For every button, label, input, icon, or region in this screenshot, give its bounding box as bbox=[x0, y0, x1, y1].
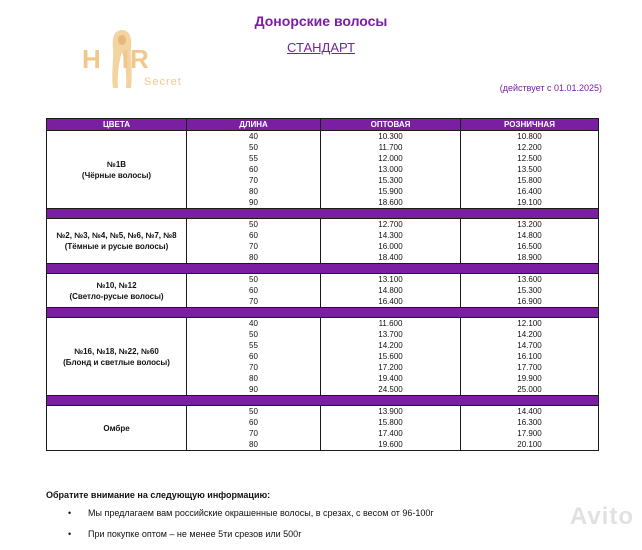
wholesale-price-value: 12.000 bbox=[378, 154, 403, 163]
bullet-icon: • bbox=[68, 529, 72, 539]
retail-price-value: 25.000 bbox=[517, 385, 542, 394]
group-separator bbox=[47, 209, 599, 219]
wholesale-price-value: 24.500 bbox=[378, 385, 403, 394]
retail-price-value: 16.300 bbox=[517, 418, 542, 427]
wholesale-price-list bbox=[321, 406, 461, 451]
wholesale-price-list bbox=[321, 318, 461, 396]
color-group-name: №2, №3, №4, №5, №6, №7, №8 bbox=[56, 231, 177, 240]
wholesale-price-value: 13.000 bbox=[378, 165, 403, 174]
length-value: 70 bbox=[249, 297, 258, 306]
column-header-colors: ЦВЕТА bbox=[47, 119, 187, 131]
length-value: 90 bbox=[249, 198, 258, 207]
length-value: 80 bbox=[249, 374, 258, 383]
retail-price-value: 13.500 bbox=[517, 165, 542, 174]
wholesale-price-value: 17.200 bbox=[378, 363, 403, 372]
length-value: 50 bbox=[249, 407, 258, 416]
wholesale-price-value: 14.800 bbox=[378, 286, 403, 295]
notes-section bbox=[46, 490, 606, 550]
table-body bbox=[47, 131, 599, 451]
length-value: 70 bbox=[249, 242, 258, 251]
table-header-row bbox=[47, 119, 599, 131]
retail-price-value: 13.200 bbox=[517, 220, 542, 229]
color-group-cell bbox=[47, 274, 187, 308]
wholesale-price-value: 13.100 bbox=[378, 275, 403, 284]
retail-price-list bbox=[461, 219, 599, 264]
page-subtitle: СТАНДАРТ bbox=[286, 40, 356, 55]
table-row bbox=[47, 406, 599, 451]
retail-price-value: 12.200 bbox=[517, 143, 542, 152]
color-group-name: №16, №18, №22, №60 bbox=[74, 346, 159, 356]
wholesale-price-value: 18.600 bbox=[378, 198, 403, 207]
wholesale-price-value: 18.400 bbox=[378, 253, 403, 262]
retail-price-value: 19.900 bbox=[517, 374, 542, 383]
length-value: 50 bbox=[249, 220, 258, 229]
wholesale-price-value: 15.600 bbox=[378, 352, 403, 361]
retail-price-value: 16.400 bbox=[517, 187, 542, 196]
price-table bbox=[46, 118, 599, 451]
avito-watermark: Avito bbox=[569, 503, 634, 530]
logo-word-right: IR bbox=[121, 44, 150, 74]
retail-price-list bbox=[461, 318, 599, 396]
retail-price-value: 16.900 bbox=[517, 297, 542, 306]
length-list bbox=[187, 131, 321, 209]
wholesale-price-value: 17.400 bbox=[378, 429, 403, 438]
wholesale-price-value: 13.900 bbox=[378, 407, 403, 416]
column-header-length: ДЛИНА bbox=[187, 119, 321, 131]
wholesale-price-value: 11.600 bbox=[378, 319, 403, 328]
wholesale-price-list bbox=[321, 131, 461, 209]
wholesale-price-value: 15.800 bbox=[378, 418, 403, 427]
length-list bbox=[187, 274, 321, 308]
color-group-cell bbox=[47, 318, 187, 396]
table-row bbox=[47, 318, 599, 396]
retail-price-value: 16.100 bbox=[517, 352, 542, 361]
notes-item-text: При покупке оптом – не менее 5ти срезов или 500г bbox=[88, 529, 302, 539]
group-separator bbox=[47, 308, 599, 318]
length-value: 70 bbox=[249, 363, 258, 372]
wholesale-price-value: 14.300 bbox=[378, 231, 403, 240]
retail-price-value: 14.800 bbox=[517, 231, 542, 240]
wholesale-price-value: 14.200 bbox=[378, 341, 403, 350]
notes-item-text: Мы предлагаем вам российские окрашенные волосы, в срезах, с весом от 96-100г bbox=[88, 508, 434, 518]
wholesale-price-value: 11.700 bbox=[378, 143, 403, 152]
retail-price-value: 14.200 bbox=[517, 330, 542, 339]
wholesale-price-value: 19.400 bbox=[378, 374, 403, 383]
table-row bbox=[47, 274, 599, 308]
color-group-description: (Блонд и светлые волосы) bbox=[63, 357, 170, 367]
group-separator bbox=[47, 396, 599, 406]
table-row bbox=[47, 219, 599, 264]
color-group-description: (Тёмные и русые волосы) bbox=[64, 242, 169, 251]
group-separator-row bbox=[47, 264, 599, 274]
retail-price-value: 12.500 bbox=[517, 154, 542, 163]
length-list bbox=[187, 318, 321, 396]
length-value: 55 bbox=[249, 154, 258, 163]
color-group-name: №1B bbox=[106, 159, 127, 169]
wholesale-price-value: 15.300 bbox=[378, 176, 403, 185]
retail-price-value: 18.900 bbox=[517, 253, 542, 262]
length-value: 50 bbox=[249, 330, 258, 339]
wholesale-price-value: 16.400 bbox=[378, 297, 403, 306]
wholesale-price-value: 13.700 bbox=[378, 330, 403, 339]
retail-price-list bbox=[461, 274, 599, 308]
wholesale-price-list bbox=[321, 274, 461, 308]
length-value: 60 bbox=[249, 165, 258, 174]
color-group-name: №10, №12 bbox=[96, 280, 137, 290]
length-value: 90 bbox=[249, 385, 258, 394]
color-group-description: (Светло-русые волосы) bbox=[69, 291, 164, 301]
retail-price-value: 15.800 bbox=[517, 176, 542, 185]
column-header-wholesale: ОПТОВАЯ bbox=[321, 119, 461, 131]
wholesale-price-list bbox=[321, 219, 461, 264]
group-separator-row bbox=[47, 209, 599, 219]
length-value: 60 bbox=[249, 352, 258, 361]
length-value: 40 bbox=[249, 319, 258, 328]
color-group-cell bbox=[47, 131, 187, 209]
notes-heading: Обратите внимание на следующую информацию: bbox=[46, 490, 271, 500]
retail-price-value: 15.300 bbox=[517, 286, 542, 295]
logo-subtext: Secret bbox=[144, 76, 182, 88]
retail-price-value: 17.900 bbox=[517, 429, 542, 438]
length-value: 60 bbox=[249, 286, 258, 295]
length-value: 50 bbox=[249, 275, 258, 284]
length-value: 55 bbox=[249, 341, 258, 350]
hair-secret-logo bbox=[82, 28, 207, 92]
logo-word bbox=[82, 44, 150, 75]
length-value: 80 bbox=[249, 187, 258, 196]
group-separator bbox=[47, 264, 599, 274]
length-value: 40 bbox=[249, 132, 258, 141]
bullet-icon: • bbox=[68, 508, 72, 518]
retail-price-value: 16.500 bbox=[517, 242, 542, 251]
retail-price-value: 17.700 bbox=[517, 363, 542, 372]
retail-price-value: 19.100 bbox=[517, 198, 542, 207]
length-value: 70 bbox=[249, 176, 258, 185]
wholesale-price-value: 16.000 bbox=[378, 242, 403, 251]
retail-price-value: 20.100 bbox=[517, 440, 542, 449]
retail-price-value: 12.100 bbox=[517, 319, 542, 328]
valid-from-note: (действует с 01.01.2025) bbox=[499, 83, 602, 93]
length-value: 70 bbox=[249, 429, 258, 438]
wholesale-price-value: 10.300 bbox=[378, 132, 403, 141]
wholesale-price-value: 12.700 bbox=[378, 220, 403, 229]
length-value: 50 bbox=[249, 143, 258, 152]
length-list bbox=[187, 219, 321, 264]
table-row bbox=[47, 131, 599, 209]
length-value: 60 bbox=[249, 231, 258, 240]
group-separator-row bbox=[47, 308, 599, 318]
length-value: 80 bbox=[249, 440, 258, 449]
group-separator-row bbox=[47, 396, 599, 406]
wholesale-price-value: 15.900 bbox=[378, 187, 403, 196]
color-group-name: Омбре bbox=[103, 423, 130, 433]
retail-price-list bbox=[461, 131, 599, 209]
retail-price-value: 10.800 bbox=[517, 132, 542, 141]
retail-price-value: 14.400 bbox=[517, 407, 542, 416]
notes-item bbox=[46, 508, 606, 529]
length-value: 80 bbox=[249, 253, 258, 262]
column-header-retail: РОЗНИЧНАЯ bbox=[461, 119, 599, 131]
retail-price-value: 13.600 bbox=[517, 275, 542, 284]
page-title: Донорские волосы bbox=[254, 13, 388, 29]
wholesale-price-value: 19.600 bbox=[378, 440, 403, 449]
logo-word-left: H bbox=[82, 44, 102, 74]
color-group-cell bbox=[47, 219, 187, 264]
length-value: 60 bbox=[249, 418, 258, 427]
color-group-cell bbox=[47, 406, 187, 451]
length-list bbox=[187, 406, 321, 451]
retail-price-value: 14.700 bbox=[517, 341, 542, 350]
color-group-description: (Чёрные волосы) bbox=[81, 170, 152, 180]
retail-price-list bbox=[461, 406, 599, 451]
